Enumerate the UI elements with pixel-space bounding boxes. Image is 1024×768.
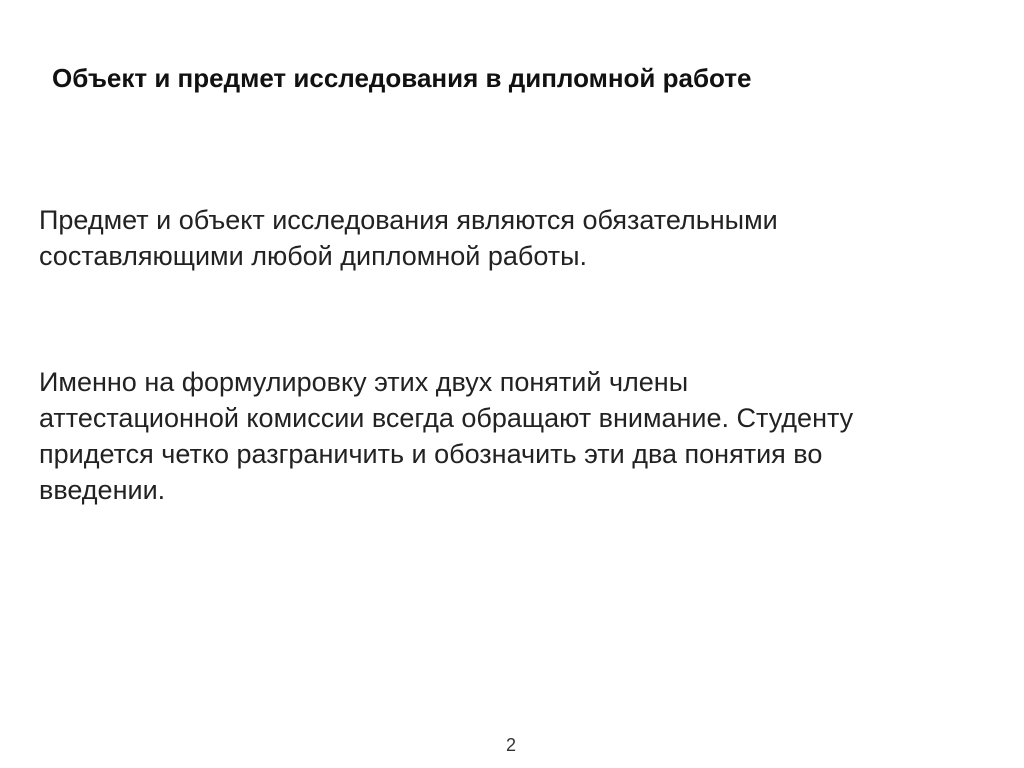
slide-number-text: 2 bbox=[505, 735, 516, 755]
slide-number bbox=[0, 733, 1024, 757]
paragraph-2-line-3: придется четко разграничить и обозначить эти два понятия во bbox=[39, 439, 823, 469]
paragraph-1 bbox=[39, 202, 979, 274]
paragraph-1-line-1: Предмет и объект исследования являются обязательными bbox=[39, 205, 778, 235]
paragraph-2-line-2: аттестационной комиссии всегда обращают внимание. Студенту bbox=[39, 403, 854, 433]
paragraph-2-line-1: Именно на формулировку этих двух понятий члены bbox=[39, 367, 689, 397]
paragraph-2-line-4: введении. bbox=[39, 475, 166, 505]
slide-title: Объект и предмет исследования в дипломной работе bbox=[52, 63, 752, 93]
paragraph-2 bbox=[39, 364, 979, 508]
paragraph-1-line-2: составляющими любой дипломной работы. bbox=[39, 241, 588, 271]
